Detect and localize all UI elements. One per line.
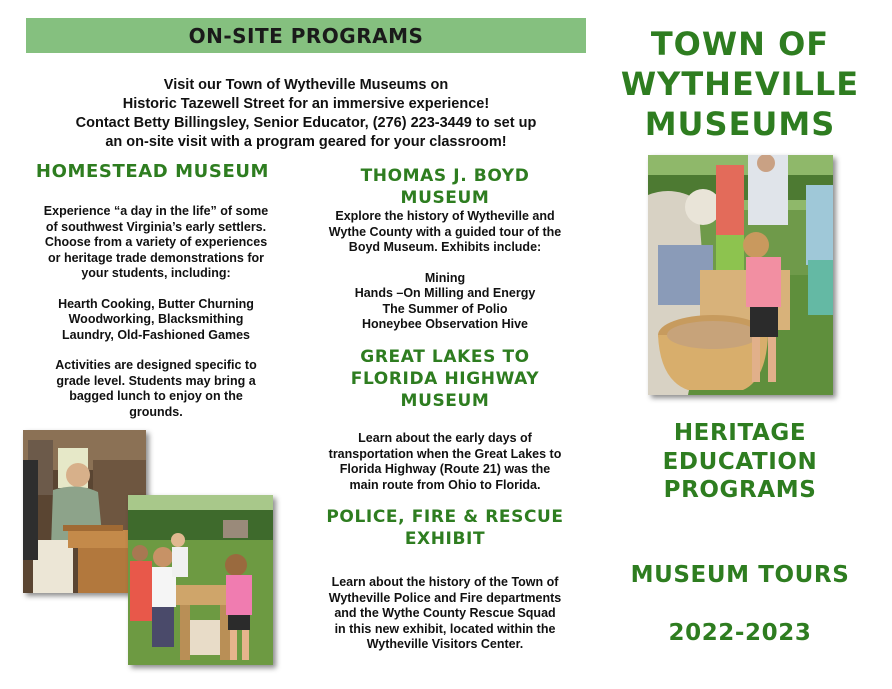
homestead-activity: Woodworking, Blacksmithing <box>68 312 244 326</box>
cover-title-line: WYTHEVILLE <box>620 65 860 103</box>
highway-line: main route from Ohio to Florida. <box>349 477 541 492</box>
boyd-exhibit: Hands –On Milling and Energy <box>354 286 536 300</box>
intro-line: an on-site visit with a program geared for your classroom! <box>105 134 507 150</box>
cover-subtitle-line: HERITAGE <box>673 420 807 446</box>
cover-subtitle <box>610 419 870 505</box>
highway-title-line: FLORIDA HIGHWAY <box>350 369 540 389</box>
homestead-description <box>20 204 292 420</box>
banner-title: ON-SITE PROGRAMS <box>188 23 424 48</box>
intro-line: Visit our Town of Wytheville Museums on <box>163 77 449 93</box>
police-line: Wytheville Visitors Center. <box>366 637 524 651</box>
homestead-line: Activities are designed specific to <box>55 358 257 372</box>
highway-museum-heading <box>310 346 580 412</box>
cover-photo-children-washtub <box>648 155 833 395</box>
police-line: Learn about the history of the Town of <box>331 575 559 589</box>
police-exhibit-heading <box>305 506 585 550</box>
police-line: Wytheville Police and Fire departments <box>328 590 562 605</box>
boyd-line: Explore the history of Wytheville and <box>335 209 555 223</box>
boyd-line: Boyd Museum. Exhibits include: <box>348 240 542 254</box>
intro-paragraph <box>26 76 586 152</box>
boyd-exhibit: Mining <box>424 270 466 285</box>
years-text: 2022-2023 <box>668 620 812 646</box>
homestead-line: bagged lunch to enjoy on the <box>69 389 243 403</box>
years-label <box>605 620 875 646</box>
homestead-line: Choose from a variety of experiences <box>44 235 268 249</box>
homestead-line: your students, including: <box>81 266 231 280</box>
museum-tours-text: MUSEUM TOURS <box>630 562 850 588</box>
homestead-line: grounds. <box>129 404 183 419</box>
police-line: in this new exhibit, located within the <box>334 621 556 636</box>
boyd-exhibit: The Summer of Polio <box>382 301 508 316</box>
homestead-activity: Laundry, Old-Fashioned Games <box>62 327 250 342</box>
boyd-museum-heading <box>310 165 580 209</box>
homestead-line: of southwest Virginia’s early settlers. <box>45 219 267 234</box>
cover-subtitle-line: PROGRAMS <box>663 477 817 503</box>
cover-subtitle-line: EDUCATION <box>662 448 818 475</box>
highway-description <box>310 431 580 493</box>
butter-churning-photo <box>128 495 273 665</box>
homestead-line: or heritage trade demonstrations for <box>47 250 264 265</box>
highway-line: Learn about the early days of <box>358 431 532 445</box>
on-site-programs-banner <box>26 18 586 53</box>
boyd-description <box>310 209 580 333</box>
homestead-line: grade level. Students may bring a <box>56 373 256 388</box>
cover-title-line: TOWN OF <box>650 25 830 63</box>
boyd-title-line: MUSEUM <box>400 188 490 208</box>
highway-line: transportation when the Great Lakes to <box>328 446 562 461</box>
highway-line: Florida Highway (Route 21) was the <box>339 462 551 476</box>
cover-title-line: MUSEUMS <box>644 105 836 143</box>
boyd-exhibit: Honeybee Observation Hive <box>361 317 529 331</box>
police-line: and the Wythe County Rescue Squad <box>334 606 556 620</box>
police-title-line: POLICE, FIRE & RESCUE <box>326 507 564 527</box>
highway-title-line: MUSEUM <box>400 391 490 411</box>
cover-title <box>610 24 870 144</box>
police-description <box>310 575 580 653</box>
highway-title-line: GREAT LAKES TO <box>360 347 530 367</box>
museum-tours-label <box>605 562 875 588</box>
intro-line: Historic Tazewell Street for an immersive experience! <box>122 96 490 112</box>
homestead-museum-heading <box>20 161 285 182</box>
boyd-line: Wythe County with a guided tour of the <box>328 224 562 239</box>
police-title-line: EXHIBIT <box>404 529 486 549</box>
homestead-line: Experience “a day in the life” of some <box>43 204 269 218</box>
homestead-title: HOMESTEAD MUSEUM <box>35 161 270 182</box>
homestead-activity: Hearth Cooking, Butter Churning <box>58 296 254 311</box>
boyd-title-line: THOMAS J. BOYD <box>360 166 530 186</box>
intro-line: Contact Betty Billingsley, Senior Educator, (276) 223-3449 to set up <box>75 115 537 131</box>
